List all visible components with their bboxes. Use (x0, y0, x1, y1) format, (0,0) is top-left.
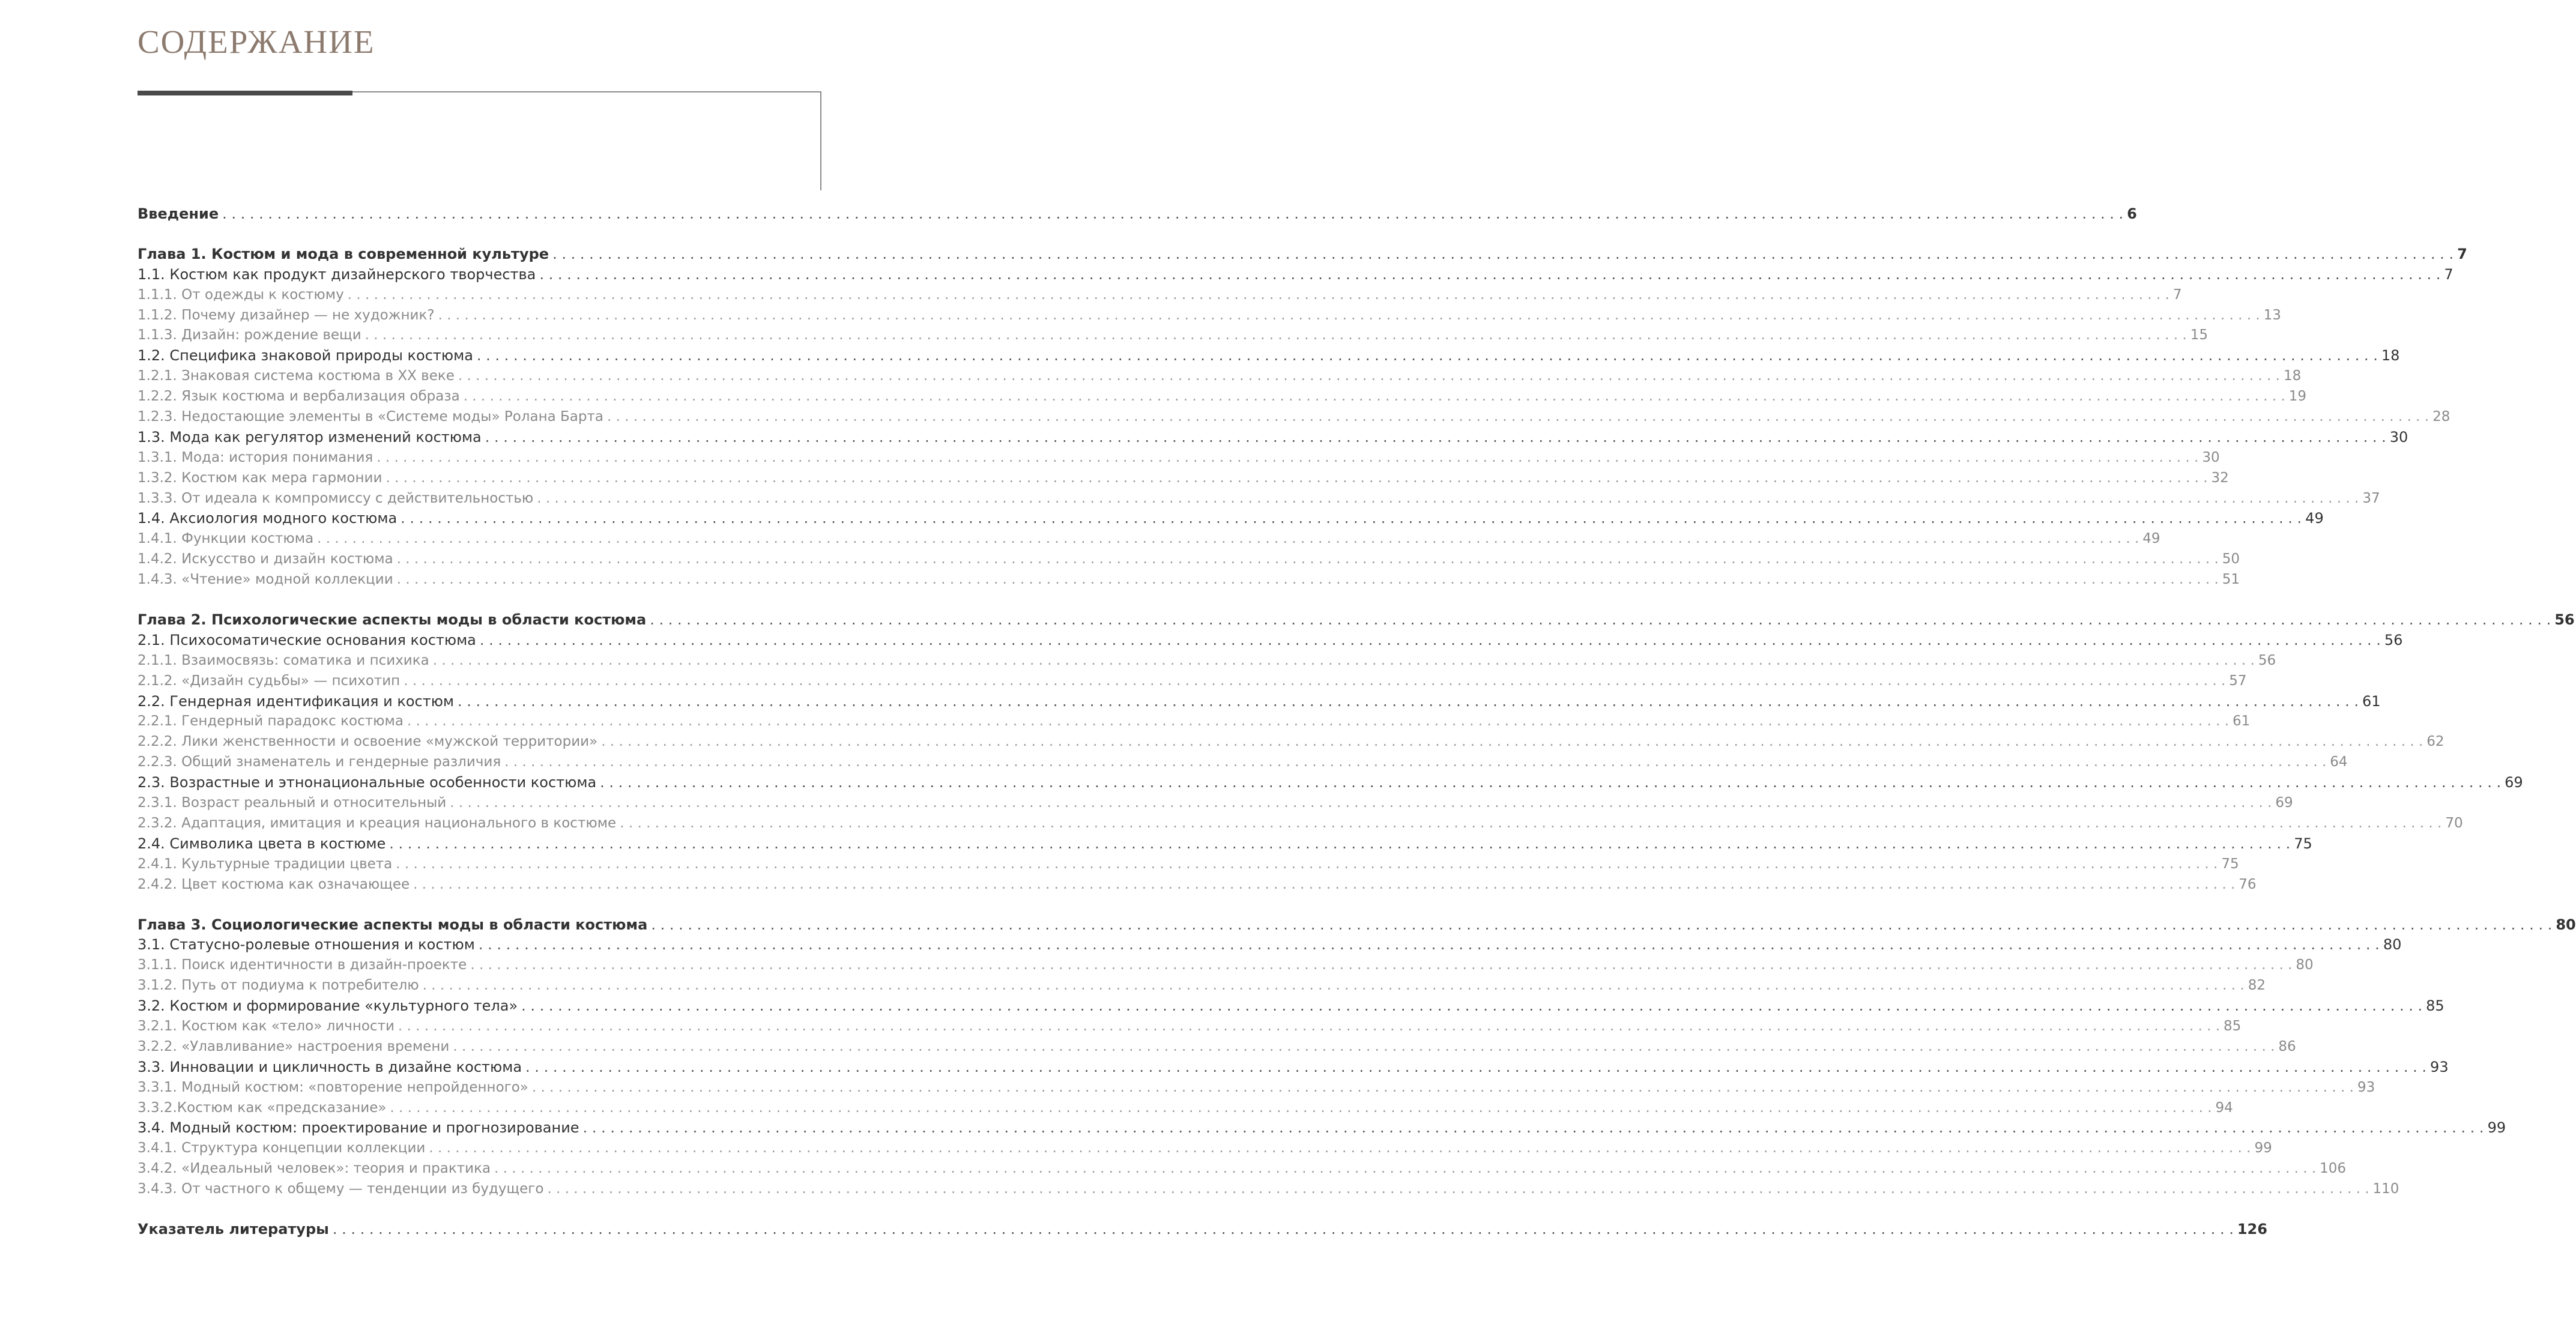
toc-page-number: 51 (2222, 572, 2240, 588)
toc-dot-leader (518, 996, 2426, 1017)
toc-chapter-entries (138, 265, 2454, 590)
toc-page-number: 37 (2362, 490, 2380, 506)
toc-entry-title: Указатель литературы (138, 1220, 329, 1238)
toc-section-entry[interactable] (138, 692, 2381, 712)
toc-page-number: 13 (2263, 307, 2281, 323)
toc-dot-leader (482, 428, 2390, 448)
toc-entry-title: 2.2.2. Лики женственности и освоение «мужской территории» (138, 734, 598, 750)
toc-entry-title: 3.3. Инновации и цикличность в дизайне костюма (138, 1058, 522, 1075)
toc-subsection-entry[interactable] (138, 549, 2240, 570)
toc-subsection-entry[interactable] (138, 448, 2220, 468)
toc-page-number: 15 (2190, 327, 2209, 343)
toc-page-number: 85 (2224, 1018, 2242, 1034)
toc-entry-title: 2.2.3. Общий знаменатель и гендерные различия (138, 754, 501, 770)
toc-dot-leader (543, 1179, 2372, 1200)
toc-entry-title: 1.2.2. Язык костюма и вербализация образа (138, 388, 460, 405)
toc-dot-leader (501, 752, 2330, 773)
toc-subsection-entry[interactable] (138, 1138, 2272, 1159)
toc-dot-leader (393, 570, 2222, 590)
toc-entry-title: 1.4.2. Искусство и дизайн костюма (138, 551, 393, 567)
toc-entry-title: 2.4. Символика цвета в костюме (138, 835, 386, 852)
toc-dot-leader (344, 285, 2173, 306)
toc-entry-title: 2.1. Психосоматические основания костюма (138, 631, 476, 648)
toc-entry-title: 3.2. Костюм и формирование «культурного тела» (138, 997, 518, 1015)
toc-entry-title: 1.4.3. «Чтение» модной коллекции (138, 572, 393, 588)
toc-section-entry[interactable] (138, 1118, 2506, 1138)
toc-page-number: 56 (2258, 652, 2276, 668)
toc-dot-leader (528, 1078, 2357, 1098)
toc-page-number: 49 (2142, 531, 2160, 547)
toc-subsection-entry[interactable] (138, 854, 2239, 875)
toc-subsection-entry[interactable] (138, 570, 2240, 590)
toc-subsection-entry[interactable] (138, 1159, 2347, 1179)
toc-subsection-entry[interactable] (138, 793, 2293, 814)
toc-dot-leader (616, 814, 2445, 834)
toc-entry-title: 2.2.1. Гендерный парадокс костюма (138, 713, 404, 730)
toc-entry-title: 3.3.1. Модный костюм: «повторение непройденного» (138, 1079, 528, 1095)
toc-entry-title: 2.2. Гендерная идентификация и костюм (138, 692, 455, 710)
toc-entry-title: 3.1. Статусно-ролевые отношения и костюм (138, 936, 475, 954)
toc-entry-title: 1.1.3. Дизайн: рождение вещи (138, 327, 361, 343)
toc-page-number: 7 (2444, 265, 2454, 283)
toc-page-number: 76 (2239, 876, 2257, 892)
toc-dot-leader (392, 854, 2221, 875)
toc-section-entry[interactable] (138, 428, 2408, 448)
toc-entry-title: 1.1.2. Почему дизайнер — не художник? (138, 307, 435, 323)
toc-dot-leader (603, 407, 2432, 428)
toc-dot-leader (429, 651, 2258, 671)
toc-entry-title: 3.2.1. Костюм как «тело» личности (138, 1018, 395, 1034)
toc-chapter-entries (138, 935, 2506, 1200)
toc-page-number: 85 (2426, 997, 2444, 1015)
toc-subsection-entry[interactable] (138, 306, 2281, 326)
toc-subsection-entry[interactable] (138, 1179, 2399, 1200)
toc-page-number: 94 (2215, 1099, 2233, 1116)
toc-subsection-entry[interactable] (138, 1037, 2296, 1057)
toc-entry-title: Глава 3. Социологические аспекты моды в области костюма (138, 916, 648, 933)
toc-section-entry[interactable] (138, 265, 2454, 285)
toc-dot-leader (397, 509, 2305, 529)
title-rule-thin (352, 91, 821, 92)
toc-chapter-heading[interactable] (138, 244, 2467, 265)
toc-page-number: 80 (2383, 936, 2402, 954)
toc-page-number: 30 (2202, 449, 2220, 465)
toc-dot-leader (425, 1138, 2254, 1159)
toc-chapter-entries (138, 630, 2523, 895)
toc-page-number: 28 (2432, 409, 2451, 425)
toc-dot-leader (454, 692, 2362, 712)
toc-page-number: 64 (2330, 754, 2348, 770)
toc-dot-leader (536, 265, 2444, 285)
toc-page-number: 80 (2296, 957, 2314, 973)
toc-entry-title: 1.1.1. От одежды к костюму (138, 286, 344, 303)
toc-entry-title: 3.4.3. От частного к общему — тенденции из будущего (138, 1181, 544, 1197)
title-rule-vertical (820, 91, 821, 190)
toc-dot-leader (646, 610, 2554, 630)
toc-dot-leader (361, 325, 2191, 346)
toc-page-number: 50 (2222, 551, 2240, 567)
toc-subsection-entry[interactable] (138, 752, 2348, 773)
toc-entry-title: 2.1.1. Взаимосвязь: соматика и психика (138, 652, 429, 668)
toc-dot-leader (549, 244, 2457, 265)
title-rule-thick (138, 91, 352, 95)
toc-entry-title: 1.2.1. Знаковая система костюма в XX веке (138, 368, 455, 384)
toc-subsection-entry[interactable] (138, 651, 2276, 671)
toc-dot-leader (460, 387, 2289, 407)
toc-dot-leader (647, 915, 2556, 936)
toc-dot-leader (386, 1098, 2215, 1119)
toc-page-number: 69 (2505, 774, 2523, 791)
toc-entry-title: 2.1.2. «Дизайн судьбы» — психотип (138, 673, 401, 689)
toc-dot-leader (385, 834, 2294, 854)
toc-section-entry[interactable] (138, 935, 2402, 955)
toc-page-number: 106 (2320, 1161, 2347, 1177)
toc-page-number: 70 (2445, 815, 2463, 831)
toc-subsection-entry[interactable] (138, 325, 2209, 346)
toc-entry-references[interactable] (138, 1220, 2267, 1240)
toc-entry-title: 1.1. Костюм как продукт дизайнерского творчества (138, 265, 536, 283)
toc-dot-leader (475, 935, 2383, 955)
toc-page-number: 56 (2554, 611, 2575, 629)
toc-subsection-entry[interactable] (138, 407, 2451, 428)
toc-entry-title: 1.3.2. Костюм как мера гармонии (138, 470, 382, 486)
toc-entry-title: 3.4. Модный костюм: проектирование и прогнозирование (138, 1119, 579, 1137)
toc-page-number: 30 (2389, 428, 2408, 446)
toc-subsection-entry[interactable] (138, 387, 2307, 407)
toc-section-entry[interactable] (138, 834, 2312, 854)
toc-dot-leader (373, 448, 2202, 468)
toc-dot-leader (435, 306, 2264, 326)
toc-section-entry[interactable] (138, 773, 2523, 793)
toc-dot-leader (597, 732, 2426, 752)
toc-dot-leader (476, 630, 2384, 651)
toc-page-number: 80 (2556, 916, 2576, 933)
toc-page-number: 61 (2233, 713, 2251, 730)
toc-chapter-heading[interactable] (138, 915, 2576, 936)
toc-page-number: 19 (2288, 388, 2307, 405)
toc-entry-intro[interactable] (138, 204, 2137, 225)
toc-entry-title: 2.3.2. Адаптация, имитация и креация национального в костюме (138, 815, 617, 831)
toc-page-number: 57 (2229, 673, 2247, 689)
toc-page-number: 18 (2381, 347, 2400, 364)
toc-page-number: 75 (2294, 835, 2312, 852)
toc-dot-leader (404, 712, 2233, 732)
toc-subsection-entry[interactable] (138, 732, 2444, 752)
toc-section-entry[interactable] (138, 996, 2444, 1017)
toc-page-number: 32 (2211, 470, 2229, 486)
toc-subsection-entry[interactable] (138, 285, 2182, 306)
toc-page-number: 61 (2362, 692, 2381, 710)
table-of-contents (138, 204, 2576, 1240)
toc-entry-title: 2.3.1. Возраст реальный и относительный (138, 795, 447, 811)
toc-dot-leader (329, 1220, 2237, 1240)
toc-page-number: 99 (2254, 1140, 2272, 1156)
toc-dot-leader (473, 346, 2381, 366)
toc-page-number: 7 (2172, 286, 2182, 303)
toc-entry-title: 1.4. Аксиология модного костюма (138, 510, 398, 527)
toc-subsection-entry[interactable] (138, 671, 2247, 692)
toc-subsection-entry[interactable] (138, 1078, 2375, 1098)
toc-subsection-entry[interactable] (138, 489, 2380, 509)
toc-subsection-entry[interactable] (138, 955, 2314, 976)
toc-page-number: 86 (2278, 1038, 2296, 1054)
toc-dot-leader (219, 204, 2127, 225)
toc-subsection-entry[interactable] (138, 1098, 2233, 1119)
toc-entry-title: 3.2.2. «Улавливание» настроения времени (138, 1038, 450, 1054)
toc-chapter-heading[interactable] (138, 610, 2575, 630)
toc-dot-leader (393, 549, 2222, 570)
toc-dot-leader (395, 1017, 2224, 1037)
toc-entry-title: 3.4.1. Структура концепции коллекции (138, 1140, 426, 1156)
toc-dot-leader (382, 468, 2211, 489)
toc-dot-leader (455, 366, 2284, 387)
toc-section-entry[interactable] (138, 509, 2324, 529)
toc-entry-title: Введение (138, 205, 219, 222)
toc-entry-title: 1.3. Мода как регулятор изменений костюма (138, 428, 482, 446)
toc-page-number: 93 (2357, 1079, 2375, 1095)
toc-entry-title: 1.2.3. Недостающие элементы в «Системе моды» Ролана Барта (138, 409, 603, 425)
toc-dot-leader (467, 955, 2296, 976)
toc-entry-title: 1.3.3. От идеала к компромиссу с действительностью (138, 490, 534, 506)
toc-subsection-entry[interactable] (138, 366, 2302, 387)
toc-page-number: 93 (2430, 1058, 2449, 1075)
toc-dot-leader (449, 1037, 2278, 1057)
toc-entry-title: 3.1.1. Поиск идентичности в дизайн-проекте (138, 957, 467, 973)
toc-entry-title: 1.3.1. Мода: история понимания (138, 449, 373, 465)
toc-dot-leader (491, 1159, 2320, 1179)
page-title: СОДЕРЖАНИЕ (138, 23, 375, 60)
toc-subsection-entry[interactable] (138, 468, 2229, 489)
toc-subsection-entry[interactable] (138, 875, 2257, 895)
toc-page-number: 6 (2127, 205, 2137, 222)
toc-section-entry[interactable] (138, 346, 2400, 366)
toc-section-entry[interactable] (138, 630, 2403, 651)
toc-subsection-entry[interactable] (138, 529, 2160, 549)
toc-page-number: 49 (2305, 510, 2324, 527)
toc-subsection-entry[interactable] (138, 814, 2463, 834)
toc-dot-leader (313, 529, 2142, 549)
toc-dot-leader (400, 671, 2229, 692)
toc-subsection-entry[interactable] (138, 976, 2266, 996)
toc-page-number: 126 (2237, 1220, 2267, 1238)
toc-entry-title: 3.4.2. «Идеальный человек»: теория и практика (138, 1161, 491, 1177)
toc-dot-leader (533, 489, 2362, 509)
toc-subsection-entry[interactable] (138, 1017, 2242, 1037)
toc-page-number: 69 (2275, 795, 2293, 811)
toc-entry-title: 2.4.1. Культурные традиции цвета (138, 856, 393, 872)
toc-entry-title: Глава 2. Психологические аспекты моды в области костюма (138, 611, 647, 629)
toc-page-number: 18 (2283, 368, 2302, 384)
toc-dot-leader (446, 793, 2275, 814)
toc-page-number: 7 (2457, 245, 2467, 262)
toc-entry-title: 2.3. Возрастные и этнонациональные особенности костюма (138, 774, 597, 791)
toc-subsection-entry[interactable] (138, 712, 2251, 732)
toc-entry-title: 1.2. Специфика знаковой природы костюма (138, 347, 473, 364)
toc-page-number: 56 (2384, 631, 2403, 648)
toc-page-number: 62 (2426, 734, 2444, 750)
toc-dot-leader (579, 1118, 2488, 1138)
toc-entry-title: 1.4.1. Функции костюма (138, 531, 314, 547)
toc-entry-title: Глава 1. Костюм и мода в современной культуре (138, 245, 549, 262)
toc-page-number: 110 (2372, 1181, 2399, 1197)
toc-entry-title: 2.4.2. Цвет костюма как означающее (138, 876, 410, 892)
toc-page-number: 99 (2487, 1119, 2506, 1137)
toc-dot-leader (596, 773, 2505, 793)
toc-page-number: 82 (2248, 978, 2266, 994)
toc-entry-title: 3.1.2. Путь от подиума к потребителю (138, 978, 419, 994)
toc-entry-title: 3.3.2.Костюм как «предсказание» (138, 1099, 387, 1116)
toc-page-number: 75 (2221, 856, 2239, 872)
toc-section-entry[interactable] (138, 1057, 2449, 1078)
toc-dot-leader (419, 976, 2248, 996)
toc-dot-leader (410, 875, 2239, 895)
toc-dot-leader (522, 1057, 2430, 1078)
